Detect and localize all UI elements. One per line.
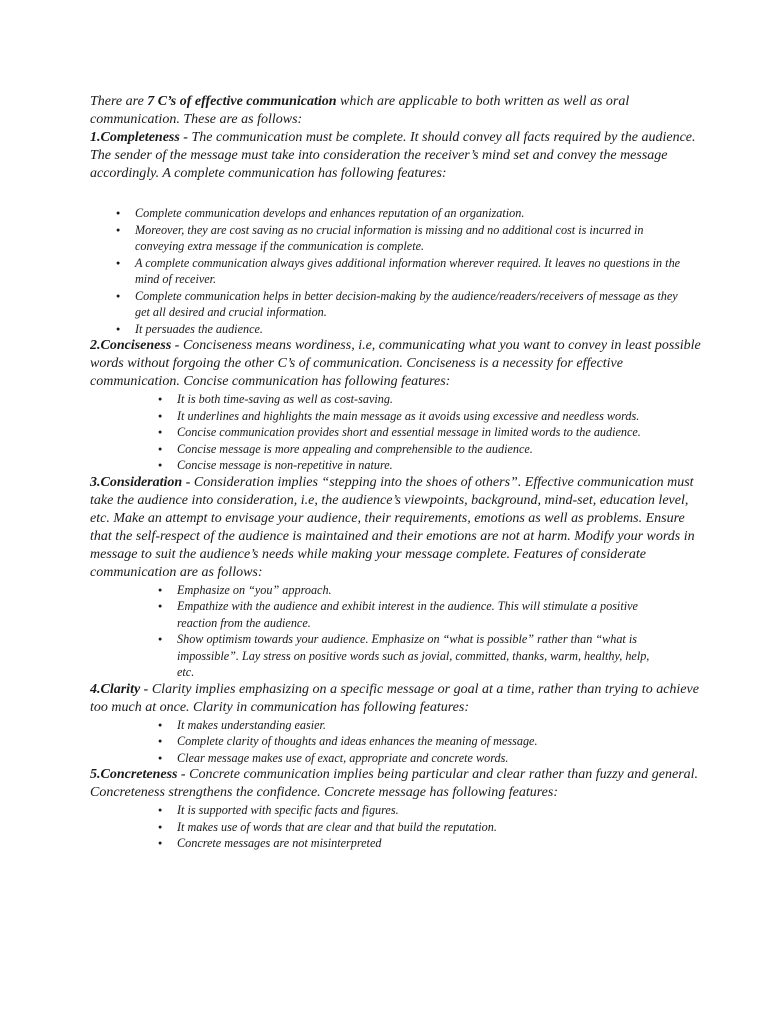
- list-item: ● Moreover, they are cost saving as no crucial information is missing and no additional cost is incurred in conveying extra message if the communication is complete.: [116, 222, 708, 255]
- list-item: ● Complete clarity of thoughts and ideas enhances the meaning of message.: [158, 733, 708, 750]
- intro-highlight: 7 C’s of effective communication: [147, 94, 337, 109]
- section-completeness: [90, 129, 708, 183]
- section-concreteness: [90, 766, 708, 802]
- list-item: ● Clear message makes use of exact, appropriate and concrete words.: [158, 750, 708, 767]
- list-item: ● It underlines and highlights the main message as it avoids using excessive and needless words.: [158, 408, 708, 425]
- list-item: ● Empathize with the audience and exhibit interest in the audience. This will stimulate a positive reaction from the audience.: [158, 598, 708, 631]
- list-item: ● Concise message is more appealing and comprehensible to the audience.: [158, 441, 708, 458]
- list-item: ● It persuades the audience.: [116, 321, 708, 338]
- section-heading: 3.Consideration -: [90, 474, 194, 490]
- clarity-bullet-list: [158, 717, 708, 767]
- section-heading: 4.Clarity -: [90, 681, 152, 697]
- section-clarity: [90, 681, 708, 717]
- list-item: ● Concrete messages are not misinterpreted: [158, 835, 708, 852]
- section-heading: 5.Concreteness -: [90, 767, 190, 782]
- list-item: ● It is both time-saving as well as cost-saving.: [158, 391, 708, 408]
- list-item: ● Show optimism towards your audience. Emphasize on “what is possible” rather than “what is impossible”. Lay stress on positive words such as jovial, committed, thanks, warm, healthy, help, etc.: [158, 631, 708, 681]
- list-item: ● Concise communication provides short and essential message in limited words to the audience.: [158, 424, 708, 441]
- section-consideration: [90, 474, 708, 582]
- list-item: ● It is supported with specific facts and figures.: [158, 802, 708, 819]
- list-item: ● Concise message is non-repetitive in nature.: [158, 457, 708, 474]
- section-text: Conciseness means wordiness, i.e, communicating what you want to convey in least possible words without forgoing the other C’s of communication. Conciseness is a necessity for effective communication. Concise communication has following features:: [90, 338, 701, 389]
- section-heading: 1.Completeness -: [90, 130, 192, 145]
- consideration-bullet-list: [158, 582, 708, 681]
- list-item: ● Emphasize on “you” approach.: [158, 582, 708, 599]
- intro-prefix: There are: [90, 94, 148, 109]
- section-heading: 2.Conciseness -: [90, 338, 183, 353]
- list-item: ● It makes understanding easier.: [158, 717, 708, 734]
- list-item: ● Complete communication develops and enhances reputation of an organization.: [116, 205, 708, 222]
- section-text: Concrete communication implies being particular and clear rather than fuzzy and general. Concreteness strengthens the confidence. Concrete message has following features:: [90, 767, 699, 800]
- section-text: Consideration implies “stepping into the shoes of others”. Effective communication must take the audience into consideration, i.e, the audience’s viewpoints, background, mind-set, education level, etc. Make an attempt to envisage your audience, their requirements, emotions as well as problems. Ensure that the self-respect of the audience is maintained and their emotions are not at harm. Modify your words in message to suit the audience’s needs while making your message complete. Features of considerate communication are as follows:: [90, 474, 695, 580]
- conciseness-bullet-list: [158, 391, 708, 474]
- list-item: ● Complete communication helps in better decision-making by the audience/readers/receivers of message as they get all desired and crucial information.: [116, 288, 708, 321]
- intro-paragraph: [90, 93, 708, 129]
- section-text: The communication must be complete. It should convey all facts required by the audience. The sender of the message must take into consideration the receiver’s mind set and convey the message accordingly. A complete communication has following features:: [90, 130, 696, 181]
- list-item: ● A complete communication always gives additional information wherever required. It leaves no questions in the mind of receiver.: [116, 255, 708, 288]
- completeness-bullet-list: [116, 205, 708, 337]
- section-conciseness: [90, 337, 708, 391]
- concreteness-bullet-list: [158, 802, 708, 852]
- intro-suffix: which are applicable to both written as well as oral communication. These are as follows:: [90, 94, 630, 127]
- list-item: ● It makes use of words that are clear and that build the reputation.: [158, 819, 708, 836]
- section-text: Clarity implies emphasizing on a specific message or goal at a time, rather than trying to achieve too much at once. Clarity in communication has following features:: [90, 681, 699, 715]
